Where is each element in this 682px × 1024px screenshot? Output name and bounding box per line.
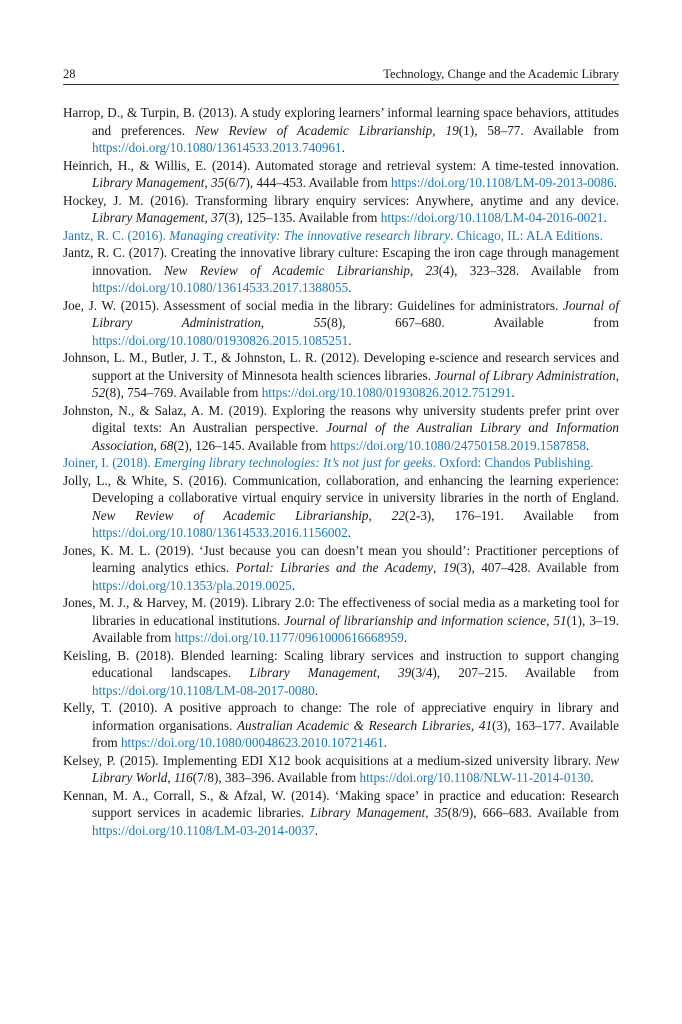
reference-journal: New Review of Academic Librarianship (92, 507, 369, 523)
page-number: 28 (63, 67, 76, 81)
reference-doi-link[interactable]: https://doi.org/10.1108/LM-08-2017-0080 (92, 682, 315, 698)
reference-journal: Library Management (92, 210, 205, 225)
reference-separator: , (204, 210, 212, 225)
reference-text: Keisling, B. (2018). Blended learning: Scaling library services and instruction to support changing educational landscapes. (63, 647, 619, 680)
reference-separator: , (368, 507, 392, 523)
reference-doi-link[interactable]: https://doi.org/10.1080/13614533.2013.740961 (92, 140, 342, 155)
reference-pages: (3/4), 207–215. Available from (411, 665, 620, 680)
reference-doi-link[interactable]: https://doi.org/10.1108/LM-09-2013-0086 (391, 175, 614, 190)
reference-end: . (347, 525, 351, 540)
reference-end: . (511, 385, 515, 400)
reference-end: . (590, 770, 594, 785)
reference-volume: 22 (391, 507, 405, 523)
reference-doi-link[interactable]: https://doi.org/10.1080/01930826.2012.751291 (261, 385, 512, 400)
reference-journal: Journal of Library Administration (434, 367, 616, 383)
reference-pages: (8), 754–769. Available from (105, 385, 262, 400)
reference-end: . (383, 735, 388, 750)
running-header (63, 65, 619, 83)
reference-separator: , (615, 367, 620, 383)
reference-entry (63, 192, 619, 227)
reference-entry (63, 402, 619, 455)
reference-entry[interactable] (63, 454, 619, 472)
reference-pages: (3), 125–135. Available from (224, 210, 381, 225)
reference-text: Heinrich, H., & Willis, E. (2014). Automated storage and retrieval system: A time-tested innovation. (63, 157, 619, 173)
reference-doi-link[interactable]: https://doi.org/10.1080/01930826.2015.1085251 (92, 332, 349, 348)
reference-volume: 68 (160, 437, 174, 453)
reference-separator: , (425, 805, 435, 820)
running-title: Technology, Change and the Academic Library (383, 67, 619, 81)
reference-publisher: . Oxford: Chandos Publishing. (432, 455, 594, 470)
reference-text: Kennan, M. A., Corrall, S., & Afzal, W. (2014). ‘Making space’ in practice and education: Research support services in academic libraries. (63, 787, 619, 820)
reference-text: Jones, M. J., & Harvey, M. (2019). Library 2.0: The effectiveness of social media as a marketing tool for libraries in educational institutions. (63, 595, 619, 628)
reference-volume: 52 (92, 385, 106, 400)
reference-pages: (6/7), 444–453. Available from (224, 175, 391, 190)
reference-pages: (2-3), 176–191. Available from (404, 507, 619, 523)
reference-entry (63, 472, 619, 542)
reference-journal: New Library World (92, 752, 619, 785)
reference-doi-link[interactable]: https://doi.org/10.1080/24750158.2019.1587858 (329, 437, 587, 453)
reference-volume: 37 (211, 210, 225, 225)
reference-volume: 39 (398, 665, 412, 680)
reference-entry[interactable] (63, 227, 619, 245)
reference-doi-link[interactable]: https://doi.org/10.1080/13614533.2017.1388055 (92, 280, 349, 295)
reference-separator: , (410, 262, 426, 278)
reference-separator: , (376, 665, 398, 680)
reference-end: . (586, 437, 590, 453)
reference-entry (63, 594, 619, 647)
reference-publisher: . Chicago, IL: ALA Editions. (450, 227, 603, 243)
reference-doi-link[interactable]: https://doi.org/10.1080/00048623.2010.10721461 (120, 735, 384, 750)
reference-pages: (3), 163–177. Available from (92, 717, 620, 750)
reference-journal: Journal of librarianship and information science (284, 612, 547, 628)
reference-text: Hockey, J. M. (2016). Transforming library enquiry services: Anywhere, anytime and any device. (63, 192, 619, 208)
reference-pages: (1), 58–77. Available from (458, 122, 619, 138)
reference-journal: New Review of Academic Librarianship (195, 122, 433, 138)
header-rule (63, 84, 619, 85)
reference-pages: (1), 3–19. Available from (92, 612, 620, 645)
reference-doi-link[interactable]: https://doi.org/10.1108/LM-03-2014-0037 (92, 822, 315, 838)
reference-journal: Library Management (310, 805, 426, 820)
reference-separator: , (432, 122, 446, 138)
reference-journal: New Review of Academic Librarianship (164, 262, 410, 278)
reference-end: . (348, 280, 352, 295)
reference-volume: 35 (434, 805, 448, 820)
reference-book-title: Managing creativity: The innovative research library (169, 227, 451, 243)
reference-separator: , (546, 612, 554, 628)
reference-entry (63, 647, 619, 700)
reference-end: . (291, 577, 296, 593)
reference-volume: 19 (442, 560, 457, 575)
reference-end: . (314, 682, 319, 698)
reference-text: Johnson, L. M., Butler, J. T., & Johnston, L. R. (2012). Developing e-science and research services and support at the University of Minnesota health sciences libraries. (63, 350, 619, 383)
reference-authors: Jantz, R. C. (2016). (63, 227, 170, 243)
reference-end: . (314, 822, 319, 838)
reference-text: Jones, K. M. L. (2019). ‘Just because you can doesn’t mean you should’: Practitioner perceptions of learning analytics ethics. (63, 542, 619, 575)
reference-volume: 55 (313, 315, 327, 330)
reference-journal: Australian Academic & Research Libraries (236, 717, 471, 733)
reference-text: Johnston, N., & Salaz, A. M. (2019). Exploring the reasons why university students prefer print over digital texts: An Australian perspective. (63, 402, 619, 435)
reference-separator: , (470, 717, 479, 733)
reference-pages: (8/9), 666–683. Available from (447, 805, 620, 820)
reference-end: . (348, 332, 352, 348)
reference-entry (63, 752, 619, 787)
reference-entry (63, 104, 619, 157)
reference-entry (63, 244, 619, 297)
reference-doi-link[interactable]: https://doi.org/10.1080/13614533.2016.1156002 (92, 525, 348, 540)
reference-separator: , (433, 560, 443, 575)
reference-volume: 116 (173, 770, 193, 785)
reference-book-title: Emerging library technologies: It’s not just for geeks (154, 455, 433, 470)
reference-volume: 19 (445, 122, 459, 138)
reference-pages: (7/8), 383–396. Available from (192, 770, 360, 785)
reference-doi-link[interactable]: https://doi.org/10.1353/pla.2019.0025 (92, 577, 292, 593)
reference-text: Kelly, T. (2010). A positive approach to change: The role of appreciative enquiry in library and information organisations. (63, 700, 619, 733)
reference-separator: , (260, 315, 314, 330)
reference-entry (63, 787, 619, 840)
reference-separator: , (167, 770, 174, 785)
reference-entry (63, 349, 619, 402)
reference-volume: 23 (425, 262, 439, 278)
reference-end: . (403, 630, 408, 645)
reference-journal: Portal: Libraries and the Academy (235, 560, 434, 575)
reference-volume: 35 (211, 175, 225, 190)
reference-volume: 51 (553, 612, 567, 628)
reference-entry (63, 699, 619, 752)
reference-pages: (4), 323–328. Available from (438, 262, 619, 278)
reference-separator: , (204, 175, 212, 190)
reference-pages: (8), 667–680. Available from (326, 315, 619, 330)
reference-end: . (603, 210, 607, 225)
reference-volume: 41 (478, 717, 493, 733)
reference-authors: Joiner, I. (2018). (63, 455, 155, 470)
reference-journal: Journal of the Australian Library and Information Association (92, 420, 619, 453)
reference-pages: (2), 126–145. Available from (173, 437, 330, 453)
reference-text: Joe, J. W. (2015). Assessment of social media in the library: Guidelines for administrators. (63, 297, 563, 313)
reference-entry (63, 297, 619, 350)
reference-text: Jolly, L., & White, S. (2016). Communication, collaboration, and enhancing the learning experience: Developing a collaborative virtual enquiry service in university libraries in the north of England. (63, 472, 619, 505)
reference-journal: Library Management (92, 175, 205, 190)
reference-text: Harrop, D., & Turpin, B. (2013). A study exploring learners’ informal learning space behaviors, attitudes and preferences. (63, 105, 619, 138)
reference-list (63, 104, 619, 839)
reference-pages: (3), 407–428. Available from (456, 560, 619, 575)
reference-end: . (341, 140, 345, 155)
reference-doi-link[interactable]: https://doi.org/10.1108/NLW-11-2014-0130 (359, 770, 591, 785)
reference-end: . (613, 175, 618, 190)
reference-doi-link[interactable]: https://doi.org/10.1177/0961000616668959 (174, 630, 404, 645)
reference-journal: Journal of Library Administration (92, 297, 619, 330)
reference-doi-link[interactable]: https://doi.org/10.1108/LM-04-2016-0021 (380, 210, 604, 225)
reference-text: Jantz, R. C. (2017). Creating the innovative library culture: Escaping the iron cage through management innovation. (63, 245, 619, 278)
reference-entry (63, 542, 619, 595)
reference-journal: Library Management (249, 665, 377, 680)
reference-separator: , (153, 437, 161, 453)
reference-text: Kelsey, P. (2015). Implementing EDI X12 book acquisitions at a medium-sized university library. (63, 752, 596, 768)
reference-entry (63, 157, 619, 192)
